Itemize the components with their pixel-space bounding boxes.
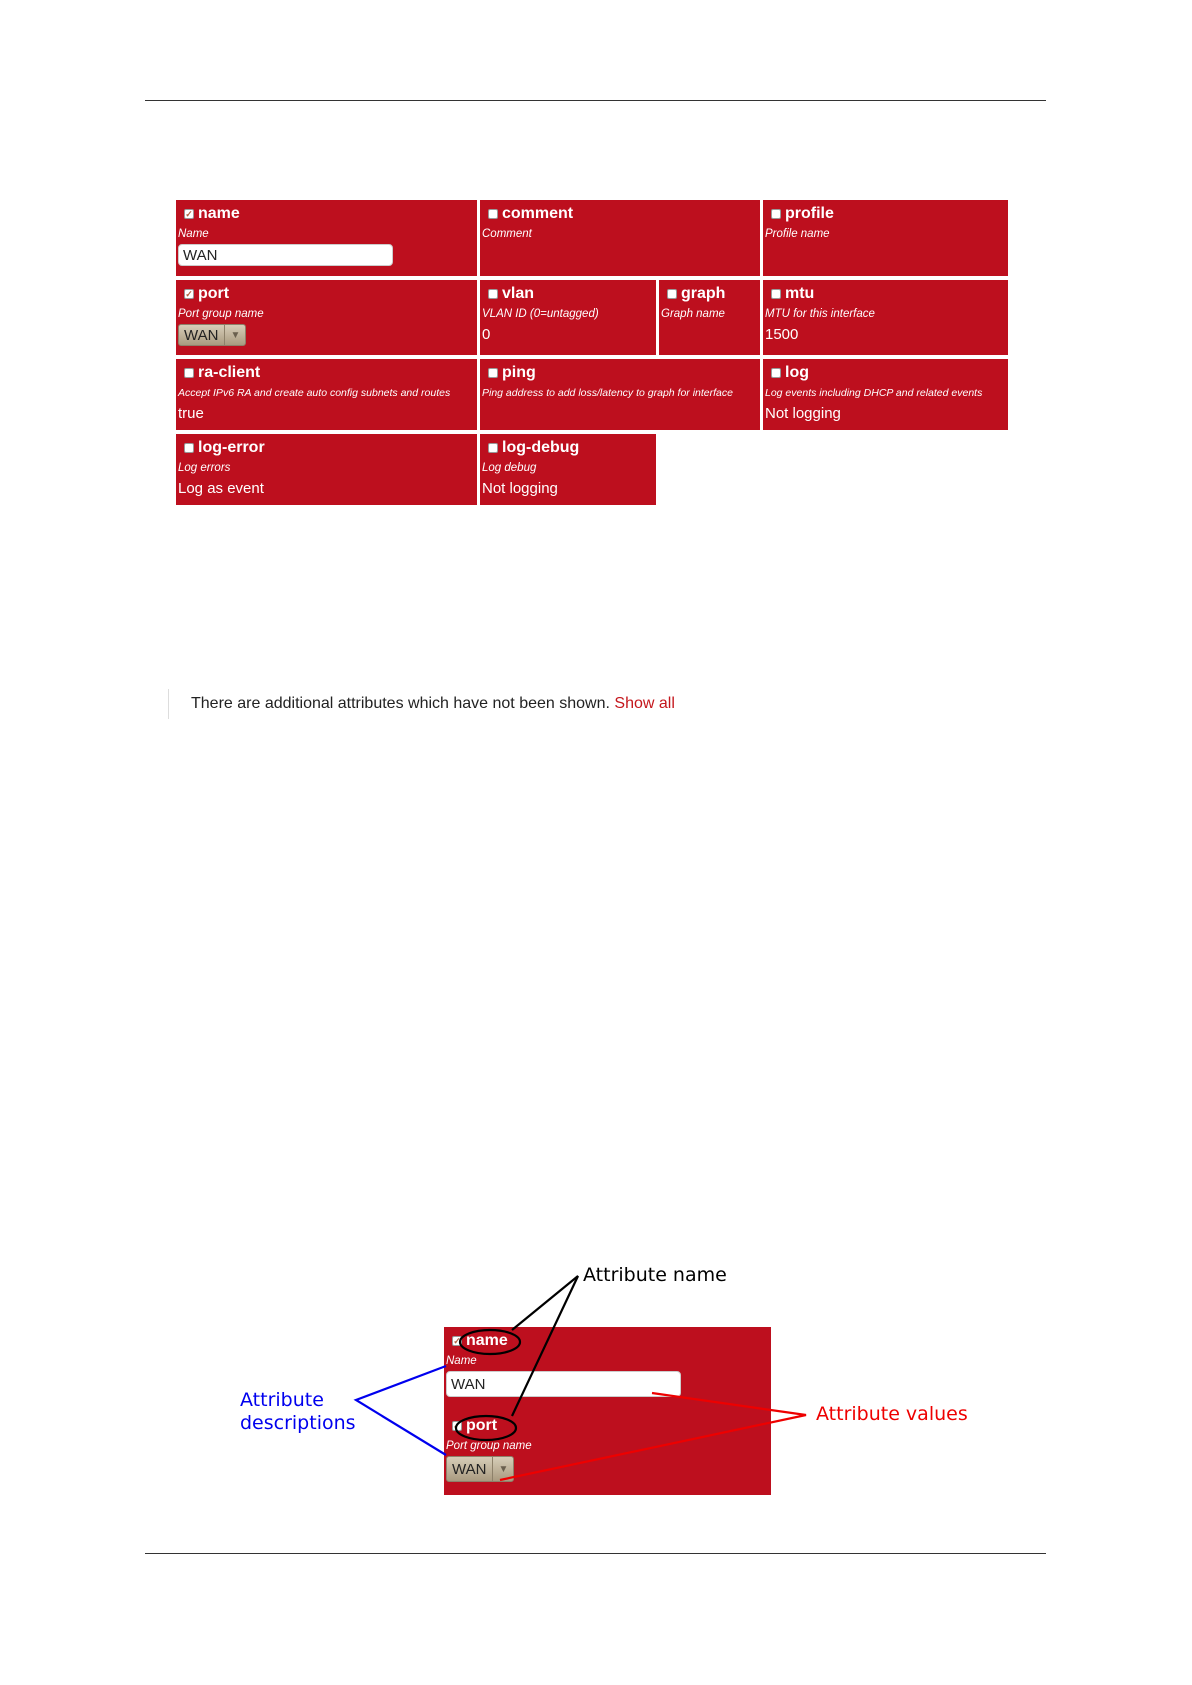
checkbox-checked-icon[interactable]: ✓ bbox=[185, 289, 193, 299]
diagram-attr-label: port bbox=[466, 1417, 498, 1434]
attr-cell-mtu bbox=[763, 280, 1008, 355]
attr-cell-graph bbox=[659, 280, 760, 355]
diagram-port-select-value: WAN bbox=[452, 1460, 487, 1478]
attribute-descriptions-line1: Attribute bbox=[240, 1389, 324, 1411]
attribute-name-callout: Attribute name bbox=[583, 1264, 727, 1286]
checkbox-unchecked-icon[interactable] bbox=[771, 368, 781, 378]
port-select[interactable] bbox=[178, 324, 246, 346]
attr-description: Ping address to add loss/latency to graph for interface bbox=[482, 387, 733, 399]
show-all-link[interactable]: Show all bbox=[614, 695, 675, 712]
attr-description: Comment bbox=[482, 228, 532, 240]
diagram-port-select bbox=[446, 1456, 514, 1482]
checkbox-unchecked-icon[interactable] bbox=[488, 368, 498, 378]
diagram-name-input bbox=[446, 1371, 681, 1397]
attr-cell-comment bbox=[480, 200, 760, 276]
checkbox-checked-icon: ✓ bbox=[453, 1421, 461, 1431]
checkbox-unchecked-icon[interactable] bbox=[184, 443, 194, 453]
attr-cell-name bbox=[176, 200, 477, 276]
attr-description: Accept IPv6 RA and create auto config subnets and routes bbox=[178, 387, 451, 399]
footer-rule bbox=[145, 1553, 1046, 1554]
attr-description: Log events including DHCP and related events bbox=[765, 387, 983, 399]
attr-value[interactable]: 0 bbox=[482, 326, 491, 343]
attr-description: Log errors bbox=[178, 462, 231, 474]
port-select-value: WAN bbox=[184, 326, 219, 344]
attr-label: log bbox=[785, 364, 809, 381]
checkbox-unchecked-icon[interactable] bbox=[184, 368, 194, 378]
checkbox-unchecked-icon[interactable] bbox=[488, 209, 498, 219]
attr-description: MTU for this interface bbox=[765, 308, 875, 320]
attr-description: Profile name bbox=[765, 228, 830, 240]
checkbox-unchecked-icon[interactable] bbox=[488, 289, 498, 299]
attr-label: port bbox=[198, 285, 230, 302]
attr-label: ping bbox=[502, 364, 536, 381]
attr-cell-ra-client bbox=[176, 359, 477, 430]
attribute-descriptions-callout bbox=[240, 1389, 356, 1435]
diagram-attr-description: Name bbox=[446, 1355, 477, 1367]
header-rule bbox=[145, 100, 1046, 101]
diagram-attr-description: Port group name bbox=[446, 1440, 532, 1452]
attr-value[interactable]: Log as event bbox=[178, 480, 264, 497]
diagram-cell-name bbox=[444, 1327, 771, 1412]
attr-description: Graph name bbox=[661, 308, 725, 320]
attr-label: comment bbox=[502, 205, 574, 222]
attribute-descriptions-line2: descriptions bbox=[240, 1412, 356, 1434]
attr-description: VLAN ID (0=untagged) bbox=[482, 308, 599, 320]
attr-label: graph bbox=[681, 285, 726, 302]
attr-label: vlan bbox=[502, 285, 535, 302]
dropdown-arrow-icon: ▼ bbox=[492, 1457, 513, 1481]
diagram-attr-label: name bbox=[466, 1332, 508, 1349]
attr-value[interactable]: 1500 bbox=[765, 326, 799, 343]
attr-cell-log bbox=[763, 359, 1008, 430]
dropdown-arrow-icon[interactable]: ▼ bbox=[224, 325, 245, 345]
checkbox-unchecked-icon[interactable] bbox=[488, 443, 498, 453]
attr-label: profile bbox=[785, 205, 834, 222]
name-input[interactable] bbox=[178, 244, 393, 266]
attribute-descriptions-pointer bbox=[356, 1366, 446, 1455]
attr-cell-ping bbox=[480, 359, 760, 430]
attribute-values-callout: Attribute values bbox=[816, 1403, 968, 1425]
checkbox-checked-icon: ✓ bbox=[453, 1336, 461, 1346]
attr-cell-port bbox=[176, 280, 477, 355]
checkbox-unchecked-icon[interactable] bbox=[771, 209, 781, 219]
attr-description: Name bbox=[178, 228, 209, 240]
checkbox-checked-icon[interactable]: ✓ bbox=[185, 209, 193, 219]
attr-value[interactable]: Not logging bbox=[765, 405, 841, 422]
attr-value[interactable]: true bbox=[178, 405, 204, 422]
attr-cell-vlan bbox=[480, 280, 656, 355]
notice-text: There are additional attributes which have not been shown. bbox=[191, 695, 610, 712]
checkbox-unchecked-icon[interactable] bbox=[771, 289, 781, 299]
attr-label: log-debug bbox=[502, 439, 580, 456]
attr-value[interactable]: Not logging bbox=[482, 480, 558, 497]
attr-label: mtu bbox=[785, 285, 815, 302]
attr-description: Log debug bbox=[482, 462, 537, 474]
hidden-attributes-notice bbox=[168, 689, 675, 719]
attr-label: log-error bbox=[198, 439, 265, 456]
diagram-cell-port bbox=[444, 1412, 771, 1495]
attr-cell-log-error bbox=[176, 434, 477, 505]
attr-label: ra-client bbox=[198, 364, 261, 381]
attr-cell-log-debug bbox=[480, 434, 656, 505]
attr-description: Port group name bbox=[178, 308, 264, 320]
attr-label: name bbox=[198, 205, 240, 222]
checkbox-unchecked-icon[interactable] bbox=[667, 289, 677, 299]
attr-cell-profile bbox=[763, 200, 1008, 276]
